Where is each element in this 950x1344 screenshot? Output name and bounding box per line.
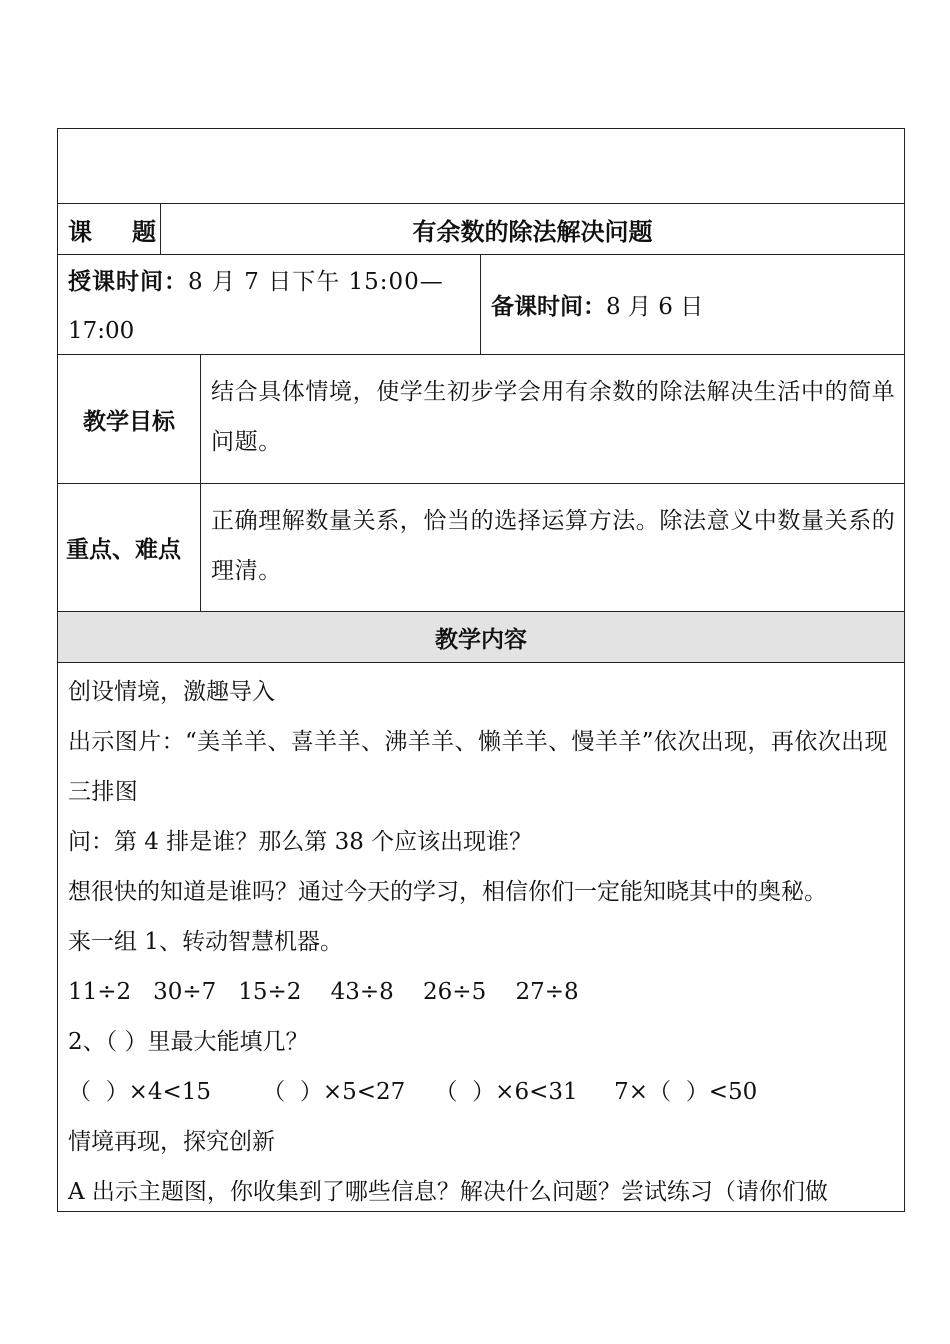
content-header: 教学内容 (58, 612, 904, 663)
content-line: 情境再现，探究创新 (68, 1129, 275, 1155)
content-line: A 出示主题图，你收集到了哪些信息？解决什么问题？尝试练习（请你们做 (68, 1179, 828, 1205)
content-line: （ ）×4<15 （ ）×5<27 （ ）×6<31 7×（ ）<50 (68, 1079, 758, 1105)
blank-header-row (58, 129, 904, 204)
teach-time-label: 授课时间： (68, 268, 188, 295)
topic-label-char-2: 题 (132, 216, 156, 246)
content-line: 2、（ ）里最大能填几？ (68, 1029, 309, 1055)
topic-row (58, 204, 904, 255)
topic-label (58, 204, 161, 254)
topic-label-char-1: 课 (68, 216, 92, 246)
prep-time-label: 备课时间： (491, 293, 606, 320)
teach-time-value-2: 17:00 (68, 318, 135, 344)
prep-time-cell (481, 255, 904, 354)
content-line: 创设情境，激趣导入 (68, 679, 275, 705)
time-row (58, 255, 904, 355)
teach-time-cell (58, 255, 481, 354)
teach-time-value-1: 8 月 7 日下午 15:00— (188, 269, 444, 295)
goal-row (58, 355, 904, 484)
key-label: 重点、难点 (58, 484, 201, 611)
content-body (58, 663, 904, 1211)
key-row (58, 484, 904, 612)
goal-text: 结合具体情境，使学生初步学会用有余数的除法解决生活中的简单问题。 (211, 379, 896, 455)
goal-label: 教学目标 (58, 355, 201, 483)
topic-value: 有余数的除法解决问题 (412, 216, 653, 246)
content-line: 想很快的知道是谁吗？通过今天的学习，相信你们一定能知晓其中的奥秘。 (68, 879, 827, 905)
key-text: 正确理解数量关系，恰当的选择运算方法。除法意义中数量关系的理清。 (211, 508, 896, 584)
lesson-plan-table (57, 128, 905, 1212)
content-line: 来一组 1、转动智慧机器。 (68, 929, 343, 955)
content-line: 问：第 4 排是谁？那么第 38 个应该出现谁？ (68, 829, 533, 855)
prep-time-value: 8 月 6 日 (606, 294, 704, 320)
content-line: 11÷2 30÷7 15÷2 43÷8 26÷5 27÷8 (68, 979, 579, 1005)
content-line: 出示图片：“美羊羊、喜羊羊、沸羊羊、懒羊羊、慢羊羊”依次出现，再依次出现三排图 (68, 729, 888, 805)
